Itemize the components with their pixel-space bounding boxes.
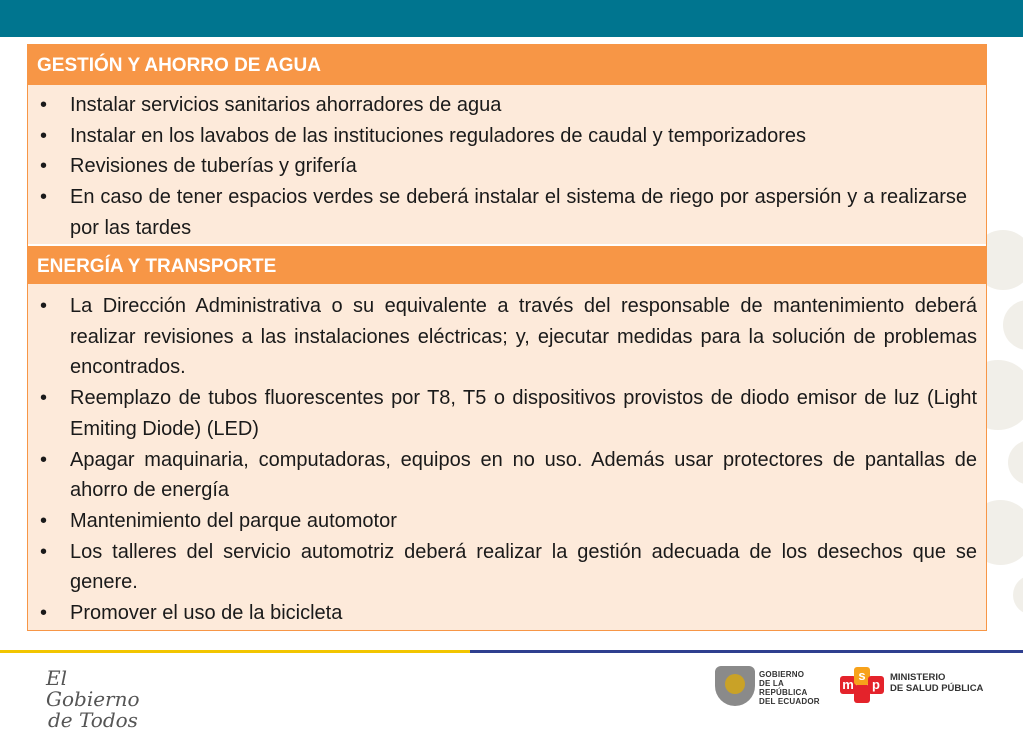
bullet: • bbox=[40, 295, 48, 317]
list-item: • En caso de tener espacios verdes se deberá instalar el sistema de riego por aspersión y a realizarse por las tardes bbox=[37, 182, 977, 243]
energy-list bbox=[37, 291, 977, 629]
bullet: • bbox=[40, 540, 48, 563]
info-table bbox=[27, 44, 987, 631]
bullet: • bbox=[40, 124, 48, 147]
list-item: • Revisiones de tuberías y grifería bbox=[37, 151, 977, 182]
list-item: • Instalar servicios sanitarios ahorradores de agua bbox=[37, 90, 977, 121]
coat-of-arms-icon bbox=[715, 666, 755, 706]
bullet: • bbox=[40, 602, 48, 625]
list-item: • La Dirección Administrativa o su equivalente a través del responsable de mantenimiento deberá realizar revisiones a las instalaciones eléctricas; y, ejecutar medidas para la solución de problemas encontrados. bbox=[37, 291, 977, 383]
section-header-water: GESTIÓN Y AHORRO DE AGUA bbox=[28, 45, 986, 85]
water-list bbox=[37, 90, 977, 244]
bullet: • bbox=[40, 155, 48, 178]
msp-emblem-icon: m s p bbox=[840, 667, 884, 703]
list-item: • Apagar maquinaria, computadoras, equipos en no uso. Además usar protectores de pantallas de ahorro de energía bbox=[37, 445, 977, 506]
list-item: • Mantenimiento del parque automotor bbox=[37, 506, 977, 537]
list-item: • Los talleres del servicio automotriz deberá realizar la gestión adecuada de los desechos que se genere. bbox=[37, 537, 977, 598]
section-header-energy: ENERGÍA Y TRANSPORTE bbox=[28, 244, 986, 284]
section-body-water bbox=[28, 85, 986, 244]
bullet: • bbox=[40, 186, 48, 209]
bullet: • bbox=[40, 448, 48, 471]
gobierno-slogan-logo: El Gobierno de Todos bbox=[46, 666, 140, 732]
divider-blue bbox=[470, 650, 1023, 653]
list-item: • Promover el uso de la bicicleta bbox=[37, 598, 977, 629]
list-item: • Reemplazo de tubos fluorescentes por T8, T5 o dispositivos provistos de diodo emisor de luz (Light Emiting Diode) (LED) bbox=[37, 383, 977, 444]
bullet: • bbox=[40, 94, 48, 116]
divider-yellow bbox=[0, 650, 470, 653]
list-item: • Instalar en los lavabos de las instituciones reguladores de caudal y temporizadores bbox=[37, 121, 977, 152]
msp-logo: m s p MINISTERIO DE SALUD PÚBLICA bbox=[840, 664, 1000, 710]
gobierno-ecuador-logo: GOBIERNO DE LA REPÚBLICA DEL ECUADOR bbox=[715, 664, 830, 710]
bullet: • bbox=[40, 387, 48, 410]
top-banner bbox=[0, 0, 1023, 37]
section-body-energy bbox=[28, 284, 986, 630]
footer-divider bbox=[0, 650, 1023, 653]
bullet: • bbox=[40, 509, 48, 532]
